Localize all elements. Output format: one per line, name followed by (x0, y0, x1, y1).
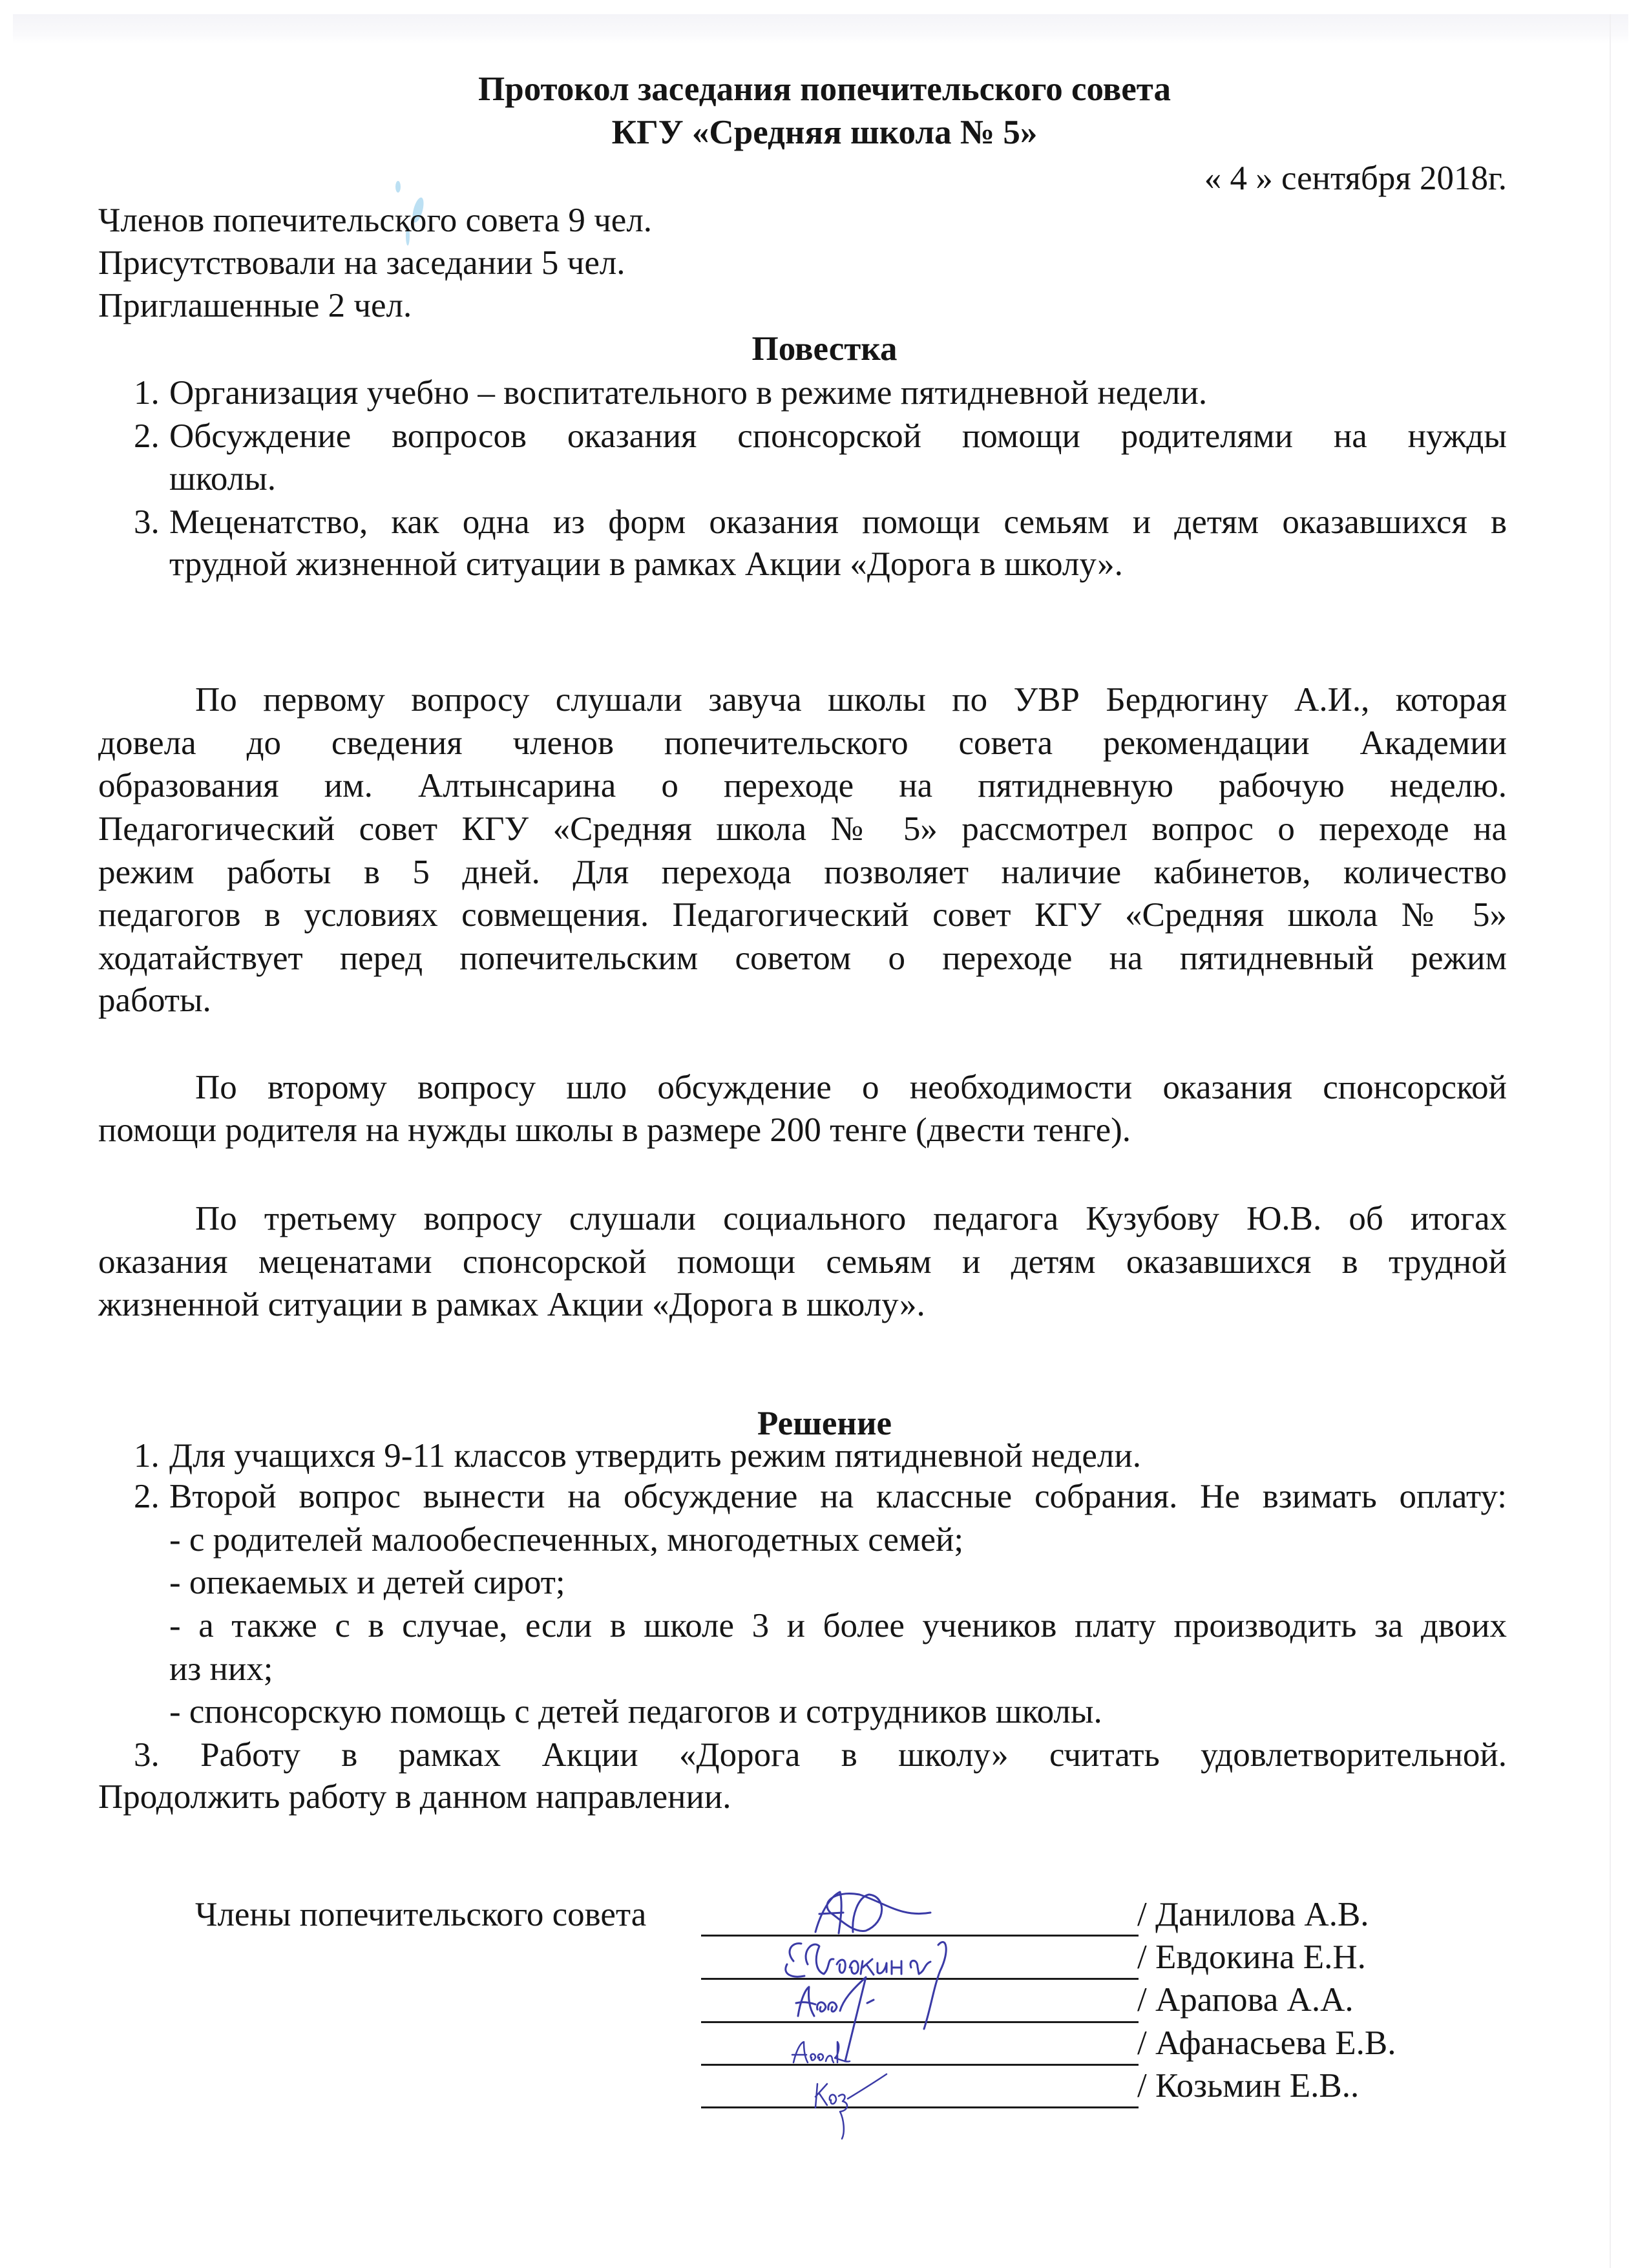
exemption-item: - а также с в случае, если в школе 3 и более учеников плату производить за двоих (169, 1607, 1507, 1644)
paragraph-line: работы. (98, 982, 211, 1019)
paragraph-line: По третьему вопросу слушали социального педагога Кузубову Ю.В. об итогах (195, 1200, 1507, 1237)
document-title: Протокол заседания попечительского совета (478, 70, 1171, 108)
paragraph-line: педагогов в условиях совмещения. Педагогический совет КГУ «Средняя школа № 5» (98, 896, 1507, 934)
agenda-item-text: Меценатство, как одна из форм оказания помощи семьям и детям оказавшихся в (169, 503, 1507, 541)
agenda-item-text-cont: школы. (169, 460, 276, 498)
member-name: / Арапова А.А. (1137, 1981, 1354, 2019)
member-name: / Данилова А.В. (1137, 1896, 1369, 1933)
decision-item-text: Второй вопрос вынести на обсуждение на классные собрания. Не взимать оплату: (169, 1478, 1507, 1515)
decision-heading: Решение (757, 1405, 892, 1442)
agenda-item-number: 2. (134, 417, 160, 455)
invited-count: Приглашенные 2 чел. (98, 287, 412, 324)
paragraph-line: оказания меценатами спонсорской помощи семьям и детям оказавшихся в трудной (98, 1243, 1507, 1281)
school-name: КГУ «Средняя школа № 5» (611, 114, 1038, 151)
members-count: Членов попечительского совета 9 чел. (98, 202, 653, 239)
paragraph-line: помощи родителя на нужды школы в размере 200 тенге (двести тенге). (98, 1111, 1131, 1149)
signature-kozmin (815, 2074, 887, 2139)
decision-item-number: 2. (134, 1478, 160, 1515)
paragraph-line: Педагогический совет КГУ «Средняя школа № 5» рассмотрел вопрос о переходе на (98, 810, 1507, 848)
member-name: / Афанасьева Е.В. (1137, 2024, 1396, 2062)
agenda-item-number: 3. (134, 503, 160, 541)
member-name: / Козьмин Е.В.. (1137, 2067, 1360, 2105)
decision-item-text: 3. Работу в рамках Акции «Дорога в школу» считать удовлетворительной. (134, 1736, 1507, 1774)
agenda-heading: Повестка (751, 330, 898, 368)
paragraph-line: режим работы в 5 дней. Для перехода позволяет наличие кабинетов, количество (98, 854, 1507, 891)
present-count: Присутствовали на заседании 5 чел. (98, 244, 625, 282)
paragraph-line: образования им. Алтынсарина о переходе на пятидневную рабочую неделю. (98, 767, 1507, 804)
agenda-item-text-cont: трудной жизненной ситуации в рамках Акции «Дорога в школу». (169, 545, 1123, 583)
paragraph-line: жизненной ситуации в рамках Акции «Дорога в школу». (98, 1286, 925, 1323)
agenda-item-number: 1. (134, 374, 160, 412)
agenda-item-text: Организация учебно – воспитательного в режиме пятидневной недели. (169, 374, 1208, 412)
meeting-date: « 4 » сентября 2018г. (1204, 160, 1507, 197)
decision-item-text: Для учащихся 9-11 классов утвердить режим пятидневной недели. (169, 1437, 1141, 1475)
signature-evdokina (786, 1942, 946, 2029)
exemption-item: - спонсорскую помощь с детей педагогов и сотрудников школы. (169, 1693, 1102, 1730)
paragraph-line: По первому вопросу слушали завуча школы по УВР Бердюгину А.И., которая (195, 681, 1507, 719)
signature-arapova (796, 1977, 874, 2061)
signature-afanaseva (792, 2042, 850, 2063)
agenda-item-text: Обсуждение вопросов оказания спонсорской помощи родителями на нужды (169, 417, 1507, 455)
decision-item-text-cont: Продолжить работу в данном направлении. (98, 1778, 731, 1816)
member-name: / Евдокина Е.Н. (1137, 1938, 1366, 1976)
paragraph-line: довела до сведения членов попечительского совета рекомендации Академии (98, 724, 1507, 762)
exemption-item: - опекаемых и детей сирот; (169, 1564, 565, 1601)
decision-item-number: 1. (134, 1437, 160, 1475)
exemption-item: - с родителей малообеспеченных, многодетных семей; (169, 1521, 964, 1559)
exemption-item-cont: из них; (169, 1650, 273, 1688)
paragraph-line: По второму вопросу шло обсуждение о необходимости оказания спонсорской (195, 1069, 1507, 1106)
signatures-label: Члены попечительского совета (195, 1896, 647, 1933)
paragraph-line: ходатайствует перед попечительским советом о переходе на пятидневный режим (98, 940, 1507, 977)
signature-danilova (815, 1892, 930, 1933)
